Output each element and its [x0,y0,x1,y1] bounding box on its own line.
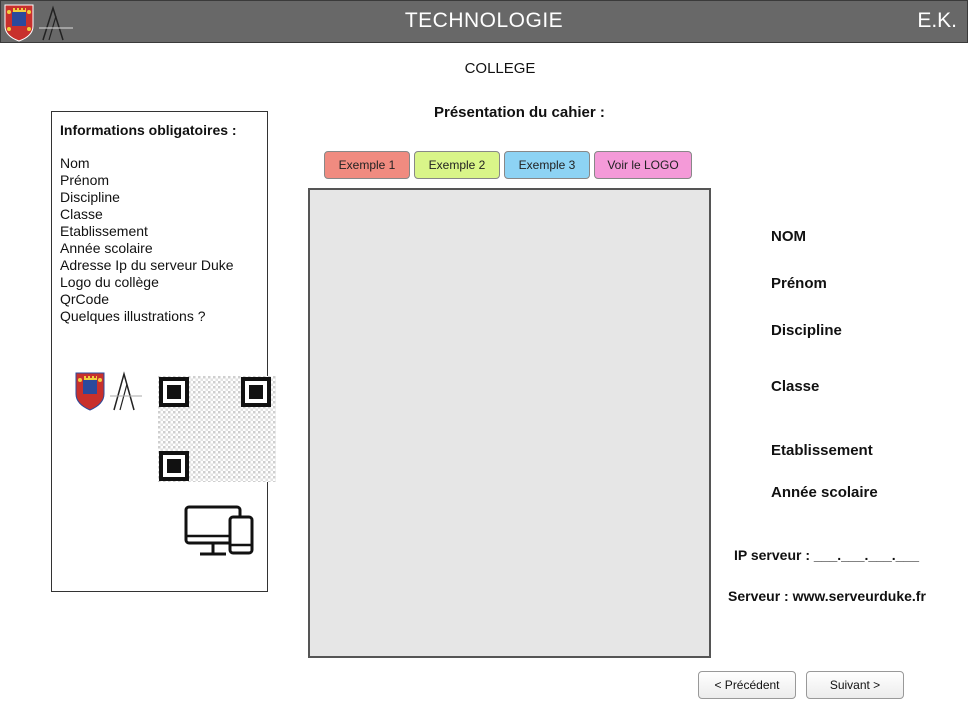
field-classe: Classe [771,378,820,395]
college-logo-icon [74,370,144,417]
list-item: Adresse Ip du serveur Duke [60,257,234,273]
qr-code-icon [158,376,276,487]
section-heading: Présentation du cahier : [434,104,605,121]
server-address: Serveur : www.serveurduke.fr [728,588,926,604]
ip-server-line: IP serveur : ___.___.___.___ [734,547,920,563]
list-item: Discipline [60,189,120,205]
tab-exemple-1[interactable]: Exemple 1 [324,151,410,179]
field-etablissement: Etablissement [771,442,873,459]
info-list [60,155,234,325]
previous-button[interactable]: < Précédent [698,671,796,699]
tab-exemple-3[interactable]: Exemple 3 [504,151,590,179]
info-panel [51,111,268,592]
field-discipline: Discipline [771,322,842,339]
user-initials: E.K. [917,9,957,32]
preview-area [308,188,711,658]
list-item: Année scolaire [60,240,153,256]
list-item: Etablissement [60,223,148,239]
list-item: Logo du collège [60,274,159,290]
list-item: QrCode [60,291,110,307]
field-nom: NOM [771,228,806,245]
school-label: COLLEGE [464,60,536,77]
list-item: Nom [60,155,90,171]
next-button[interactable]: Suivant > [806,671,904,699]
app-title: TECHNOLOGIE [404,9,564,32]
list-item: Prénom [60,172,110,188]
field-annee-scolaire: Année scolaire [771,484,878,501]
list-item: Classe [60,206,103,222]
list-item: Quelques illustrations ? [60,308,206,324]
desktop-and-phone-icon [184,505,256,566]
tab-exemple-2[interactable]: Exemple 2 [414,151,500,179]
field-prenom: Prénom [771,275,827,292]
tab-voir-logo[interactable]: Voir le LOGO [594,151,692,179]
info-panel-title: Informations obligatoires : [60,122,237,138]
top-bar [0,0,968,43]
